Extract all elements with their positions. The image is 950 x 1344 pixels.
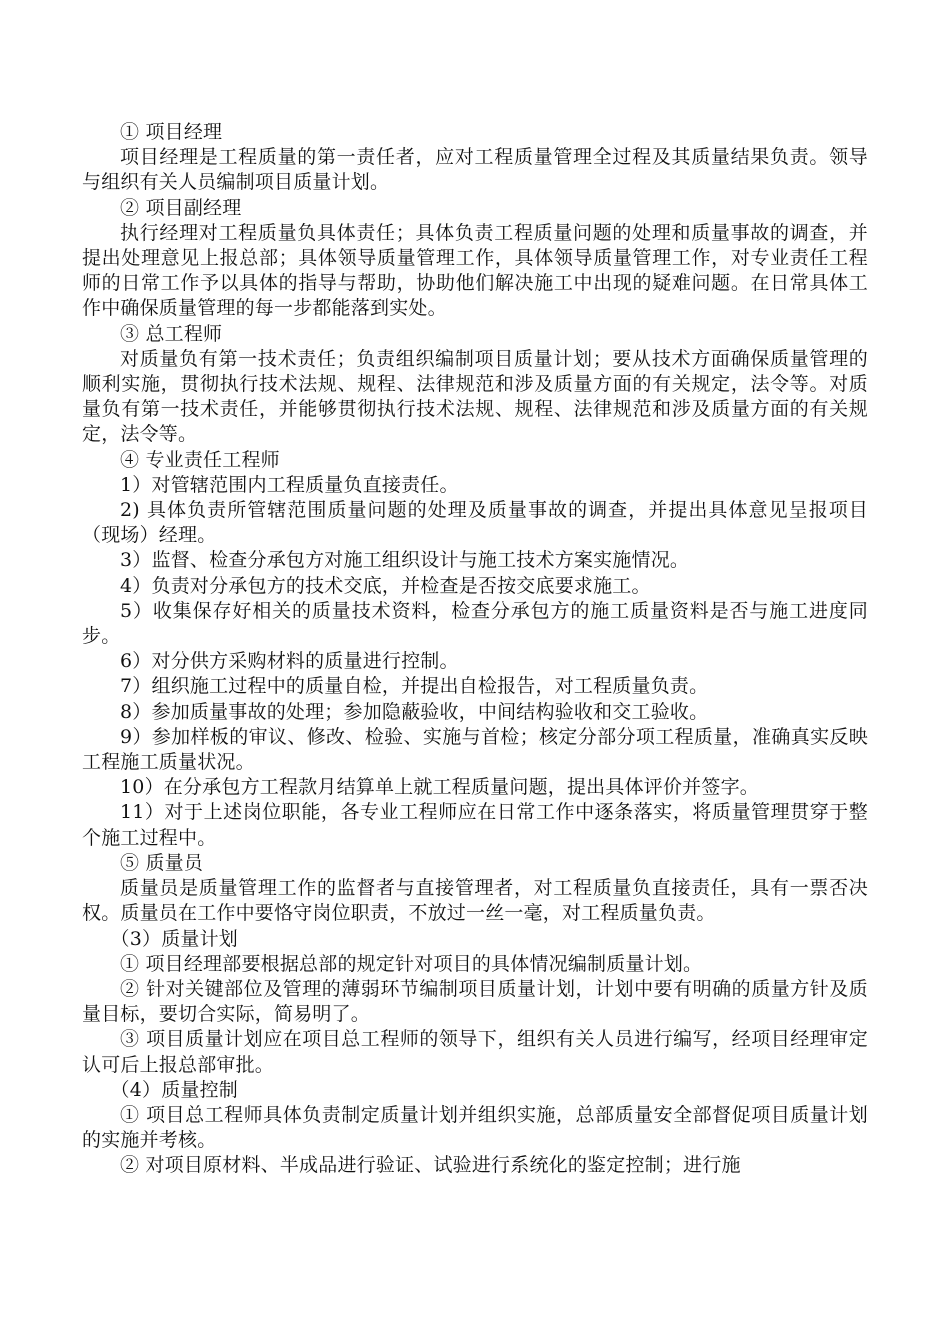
paragraph: 项目经理是工程质量的第一责任者，应对工程质量管理全过程及其质量结果负责。领导与组织有关人员编制项目质量计划。 [82,146,868,194]
list-item: 8）参加质量事故的处理；参加隐蔽验收，中间结构验收和交工验收。 [120,700,709,723]
list-item: ③ 项目质量计划应在项目总工程师的领导下，组织有关人员进行编写，经项目经理审定认可后上报总部审批。 [82,1028,868,1076]
paragraph: 对质量负有第一技术责任；负责组织编制项目质量计划；要从技术方面确保质量管理的顺利实施，贯彻执行技术法规、规程、法律规范和涉及质量方面的有关规定，法令等。对质量负有第一技术责任，并能够贯彻执行技术法规、规程、法律规范和涉及质量方面的有关规定，法令等。 [82,347,868,446]
paragraph-subheading: ① 项目经理 [120,121,223,143]
paragraph: 执行经理对工程质量负具体责任；具体负责工程质量问题的处理和质量事故的调查，并提出处理意见上报总部；具体领导质量管理工作，具体领导质量管理工作，对专业责任工程师的日常工作予以具体的指导与帮助，协助他们解决施工中出现的疑难问题。在日常具体工作中确保质量管理的每一步都能落到实处。 [82,221,868,320]
list-item: 11）对于上述岗位职能，各专业工程师应在日常工作中逐条落实，将质量管理贯穿于整个施工过程中。 [82,801,868,849]
paragraph-subheading: ③ 总工程师 [120,322,223,345]
paragraph: 质量员是质量管理工作的监督者与直接管理者，对工程质量负直接责任，具有一票否决权。质量员在工作中要恪守岗位职责，不放过一丝一毫，对工程质量负责。 [82,877,868,925]
list-item: ① 项目总工程师具体负责制定质量计划并组织实施，总部质量安全部督促项目质量计划的实施并考核。 [82,1103,868,1152]
list-item: ② 对项目原材料、半成品进行验证、试验进行系统化的鉴定控制；进行施 [120,1154,741,1177]
paragraph-subheading: ④ 专业责任工程师 [120,448,280,471]
list-item: 10）在分承包方工程款月结算单上就工程质量问题，提出具体评价并签字。 [120,776,759,799]
document-body [82,120,868,1179]
list-item: 1）对管辖范围内工程质量负直接责任。 [120,473,459,496]
list-item: 5）收集保存好相关的质量技术资料，检查分承包方的施工质量资料是否与施工进度同步。 [82,599,868,648]
list-item: 9）参加样板的审议、修改、检验、实施与首检；核定分部分项工程质量，准确真实反映工程施工质量状况。 [82,725,868,774]
list-item: 3）监督、检查分承包方对施工组织设计与施工技术方案实施情况。 [120,549,690,572]
list-item: 2) 具体负责所管辖范围质量问题的处理及质量事故的调查，并提出具体意见呈报项目（现场）经理。 [82,499,868,547]
paragraph-subheading: ② 项目副经理 [120,196,242,219]
list-item: ① 项目经理部要根据总部的规定针对项目的具体情况编制质量计划。 [120,952,703,975]
list-item: 4）负责对分承包方的技术交底，并检查是否按交底要求施工。 [120,574,651,597]
list-item: 7）组织施工过程中的质量自检，并提出自检报告，对工程质量负责。 [120,675,709,698]
paragraph-subheading: ⑤ 质量员 [120,851,204,874]
list-item: ② 针对关键部位及管理的薄弱环节编制项目质量计划，计划中要有明确的质量方针及质量目标，要切合实际，简易明了。 [82,977,868,1026]
list-item: 6）对分供方采购材料的质量进行控制。 [120,650,459,673]
section-heading: （4）质量控制 [110,1078,238,1101]
section-heading: （3）质量计划 [110,927,238,950]
